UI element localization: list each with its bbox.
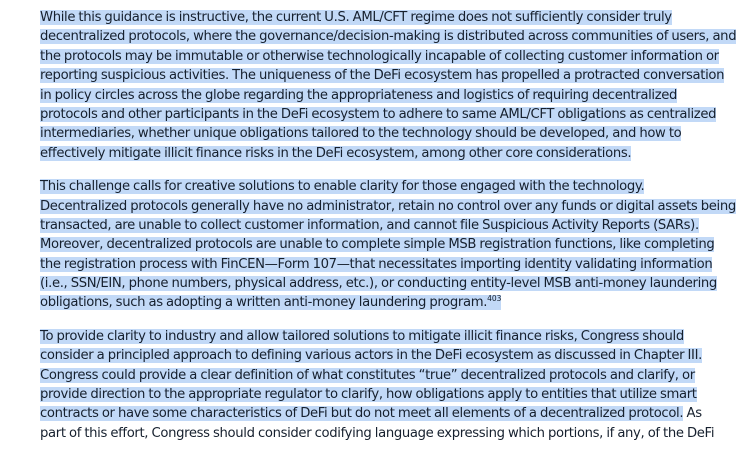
- text-line: [40, 197, 736, 216]
- text-line: [40, 424, 715, 443]
- document-body: [40, 8, 736, 457]
- text-line: [40, 216, 699, 235]
- highlighted-text: Moreover, decentralized protocols are unable to complete simple MSB registration functions, like completing: [40, 237, 715, 253]
- highlighted-text: Decentralized protocols generally have no administrator, retain no control over any funds or digital assets being: [40, 198, 736, 214]
- highlighted-text: decentralized protocols, where the governance/decision-making is distributed across communities of users, and: [40, 29, 736, 45]
- text-line: [40, 346, 702, 365]
- highlighted-text: the protocols may be immutable or otherwise technologically incapable of collecting customer information or: [40, 48, 719, 64]
- text-line: [40, 366, 695, 385]
- text-line: [40, 47, 719, 66]
- text-line: [40, 274, 717, 293]
- highlighted-text: (i.e., SSN/EIN, phone numbers, physical address, etc.), or conducting entity-level MSB anti-money laundering: [40, 276, 717, 292]
- text-line: [40, 144, 680, 163]
- text-line: [40, 404, 702, 423]
- highlighted-text: [40, 295, 501, 310]
- highlighted-text: transacted, are unable to collect customer information, and cannot file Suspicious Activity Reports (SARs).: [40, 217, 699, 233]
- highlighted-text: in policy circles across the globe regarding the appropriateness and logistics of requiring decentralized: [40, 87, 678, 103]
- paragraph-congress: [40, 327, 715, 443]
- highlighted-text: provide direction to the appropriate regulator to clarify, how obligations apply to entities that utilize smart: [40, 387, 697, 403]
- highlighted-text: consider a principled approach to defining various actors in the DeFi ecosystem as discussed in Chapter III.: [40, 348, 702, 364]
- footnote-reference[interactable]: 403: [487, 294, 502, 304]
- text-line: [40, 8, 680, 27]
- highlighted-text: This challenge calls for creative solutions to enable clarity for those engaged with the technology.: [40, 179, 645, 195]
- highlighted-text: To provide clarity to industry and allow tailored solutions to mitigate illicit finance risks, Congress should: [40, 328, 684, 344]
- highlighted-text: Congress could provide a clear definition of what constitutes “true” decentralized protocols and clarify, or: [40, 367, 695, 383]
- highlighted-text: intermediaries, whether unique obligations tailored to the technology should be developed, and how to: [40, 126, 682, 142]
- text-line: [40, 66, 725, 85]
- text-line: [40, 27, 736, 46]
- paragraph-aml-regime: [40, 8, 736, 163]
- text-line: [40, 124, 680, 143]
- text-line: [40, 86, 680, 105]
- text-line: [40, 235, 715, 254]
- highlighted-text: While this guidance is instructive, the current U.S. AML/CFT regime does not sufficiently consider truly: [40, 10, 672, 25]
- plain-text: part of this effort, Congress should consider codifying language expressing which portions, if any, of the DeFi: [40, 425, 715, 441]
- text-line: [40, 105, 717, 124]
- text-line: [40, 255, 713, 274]
- text-line: [40, 385, 697, 404]
- paragraph-challenge: [40, 177, 736, 313]
- highlighted-text: the registration process with FinCEN—Form 107—that necessitates importing identity validating information: [40, 256, 713, 272]
- text-line: [40, 293, 680, 312]
- highlighted-text: protocols and other participants in the DeFi ecosystem to adhere to same AML/CFT obligations as centralized: [40, 106, 717, 122]
- plain-text: As: [683, 406, 702, 422]
- highlighted-text-body: obligations, such as adopting a written anti-money laundering program.: [40, 295, 488, 311]
- text-line: [40, 177, 680, 196]
- highlighted-text: contracts or have some characteristics of DeFi but do not meet all elements of a decentralized protocol.: [40, 406, 684, 422]
- highlighted-text: effectively mitigate illicit finance risks in the DeFi ecosystem, among other core considerations.: [40, 145, 632, 161]
- highlighted-text: reporting suspicious activities. The uniqueness of the DeFi ecosystem has propelled a protracted conversation: [40, 68, 725, 84]
- text-line: [40, 327, 684, 346]
